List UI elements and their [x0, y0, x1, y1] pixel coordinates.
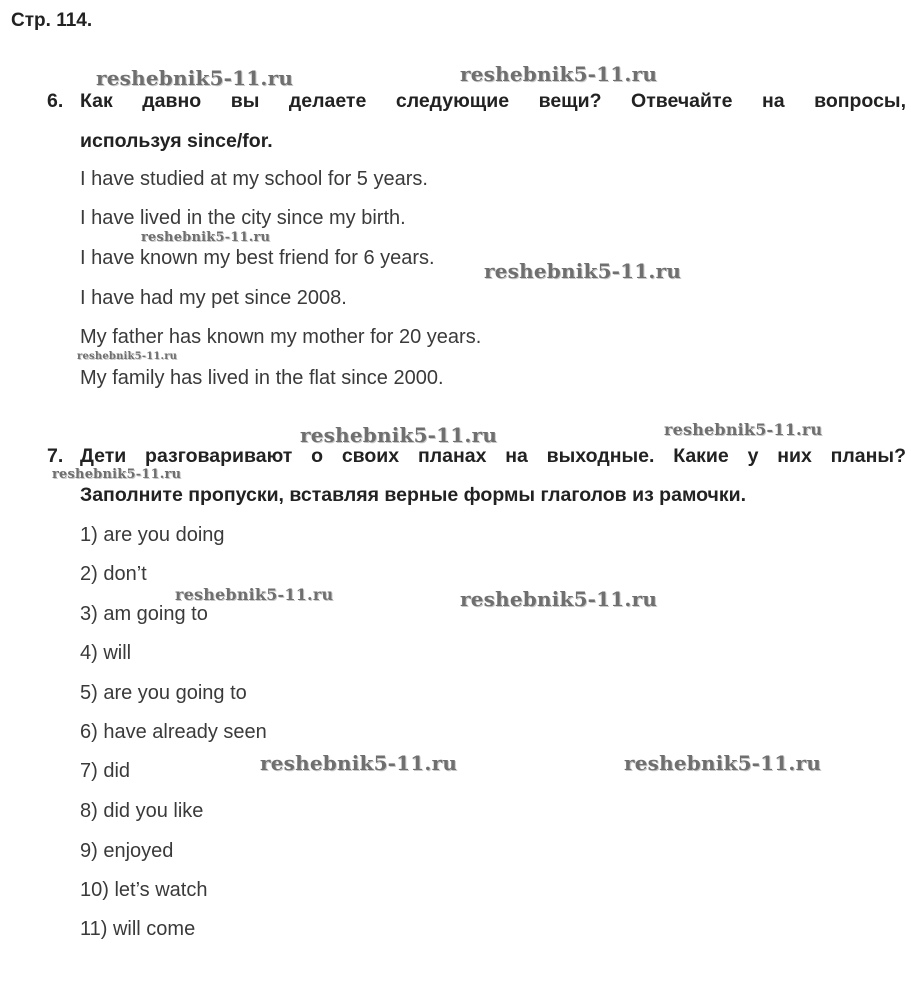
task-7-answer: 5) are you going to [80, 682, 247, 704]
task-6-answer: I have studied at my school for 5 years. [80, 168, 428, 190]
page-title: Стр. 114. [11, 10, 93, 31]
watermark: reshebnik5-11.ru [96, 66, 294, 90]
task-6-answer: My father has known my mother for 20 years. [80, 326, 482, 348]
watermark: reshebnik5-11.ru [77, 351, 178, 362]
watermark: reshebnik5-11.ru [300, 423, 498, 447]
task-7-answer: 11) will come [80, 918, 196, 940]
task-7-answer: 7) did [80, 760, 131, 782]
task-7-answer: 10) let’s watch [80, 879, 208, 901]
task-6-number: 6. [47, 90, 64, 112]
task-7-answer: 4) will [80, 642, 132, 664]
task-6-answer: I have known my best friend for 6 years. [80, 247, 435, 269]
watermark: reshebnik5-11.ru [175, 585, 334, 604]
watermark: reshebnik5-11.ru [664, 420, 823, 439]
watermark: reshebnik5-11.ru [484, 259, 682, 283]
task-7-answer: 8) did you like [80, 800, 204, 822]
task-6-heading-line-2: используя since/for. [80, 130, 273, 152]
watermark: reshebnik5-11.ru [260, 751, 458, 775]
task-6-answer: I have had my pet since 2008. [80, 287, 347, 309]
task-7-heading-line-1: Дети разговаривают о своих планах на выходные. Какие у них планы? [80, 445, 906, 467]
watermark: reshebnik5-11.ru [460, 587, 658, 611]
task-7-heading-line-2: Заполните пропуски, вставляя верные формы глаголов из рамочки. [80, 484, 747, 506]
watermark: reshebnik5-11.ru [141, 230, 271, 245]
task-7-answer: 6) have already seen [80, 721, 267, 743]
task-6-answer: I have lived in the city since my birth. [80, 207, 406, 229]
watermark: reshebnik5-11.ru [52, 467, 182, 482]
task-7-answer: 2) don’t [80, 563, 147, 585]
watermark: reshebnik5-11.ru [624, 751, 822, 775]
task-7-answer: 1) are you doing [80, 524, 225, 546]
task-6-answer: My family has lived in the flat since 2000. [80, 367, 444, 389]
task-7-number: 7. [47, 445, 64, 467]
task-6-heading-line-1: Как давно вы делаете следующие вещи? Отвечайте на вопросы, [80, 90, 906, 112]
watermark: reshebnik5-11.ru [460, 62, 658, 86]
task-7-answer: 9) enjoyed [80, 840, 174, 862]
task-7-answer: 3) am going to [80, 603, 208, 625]
